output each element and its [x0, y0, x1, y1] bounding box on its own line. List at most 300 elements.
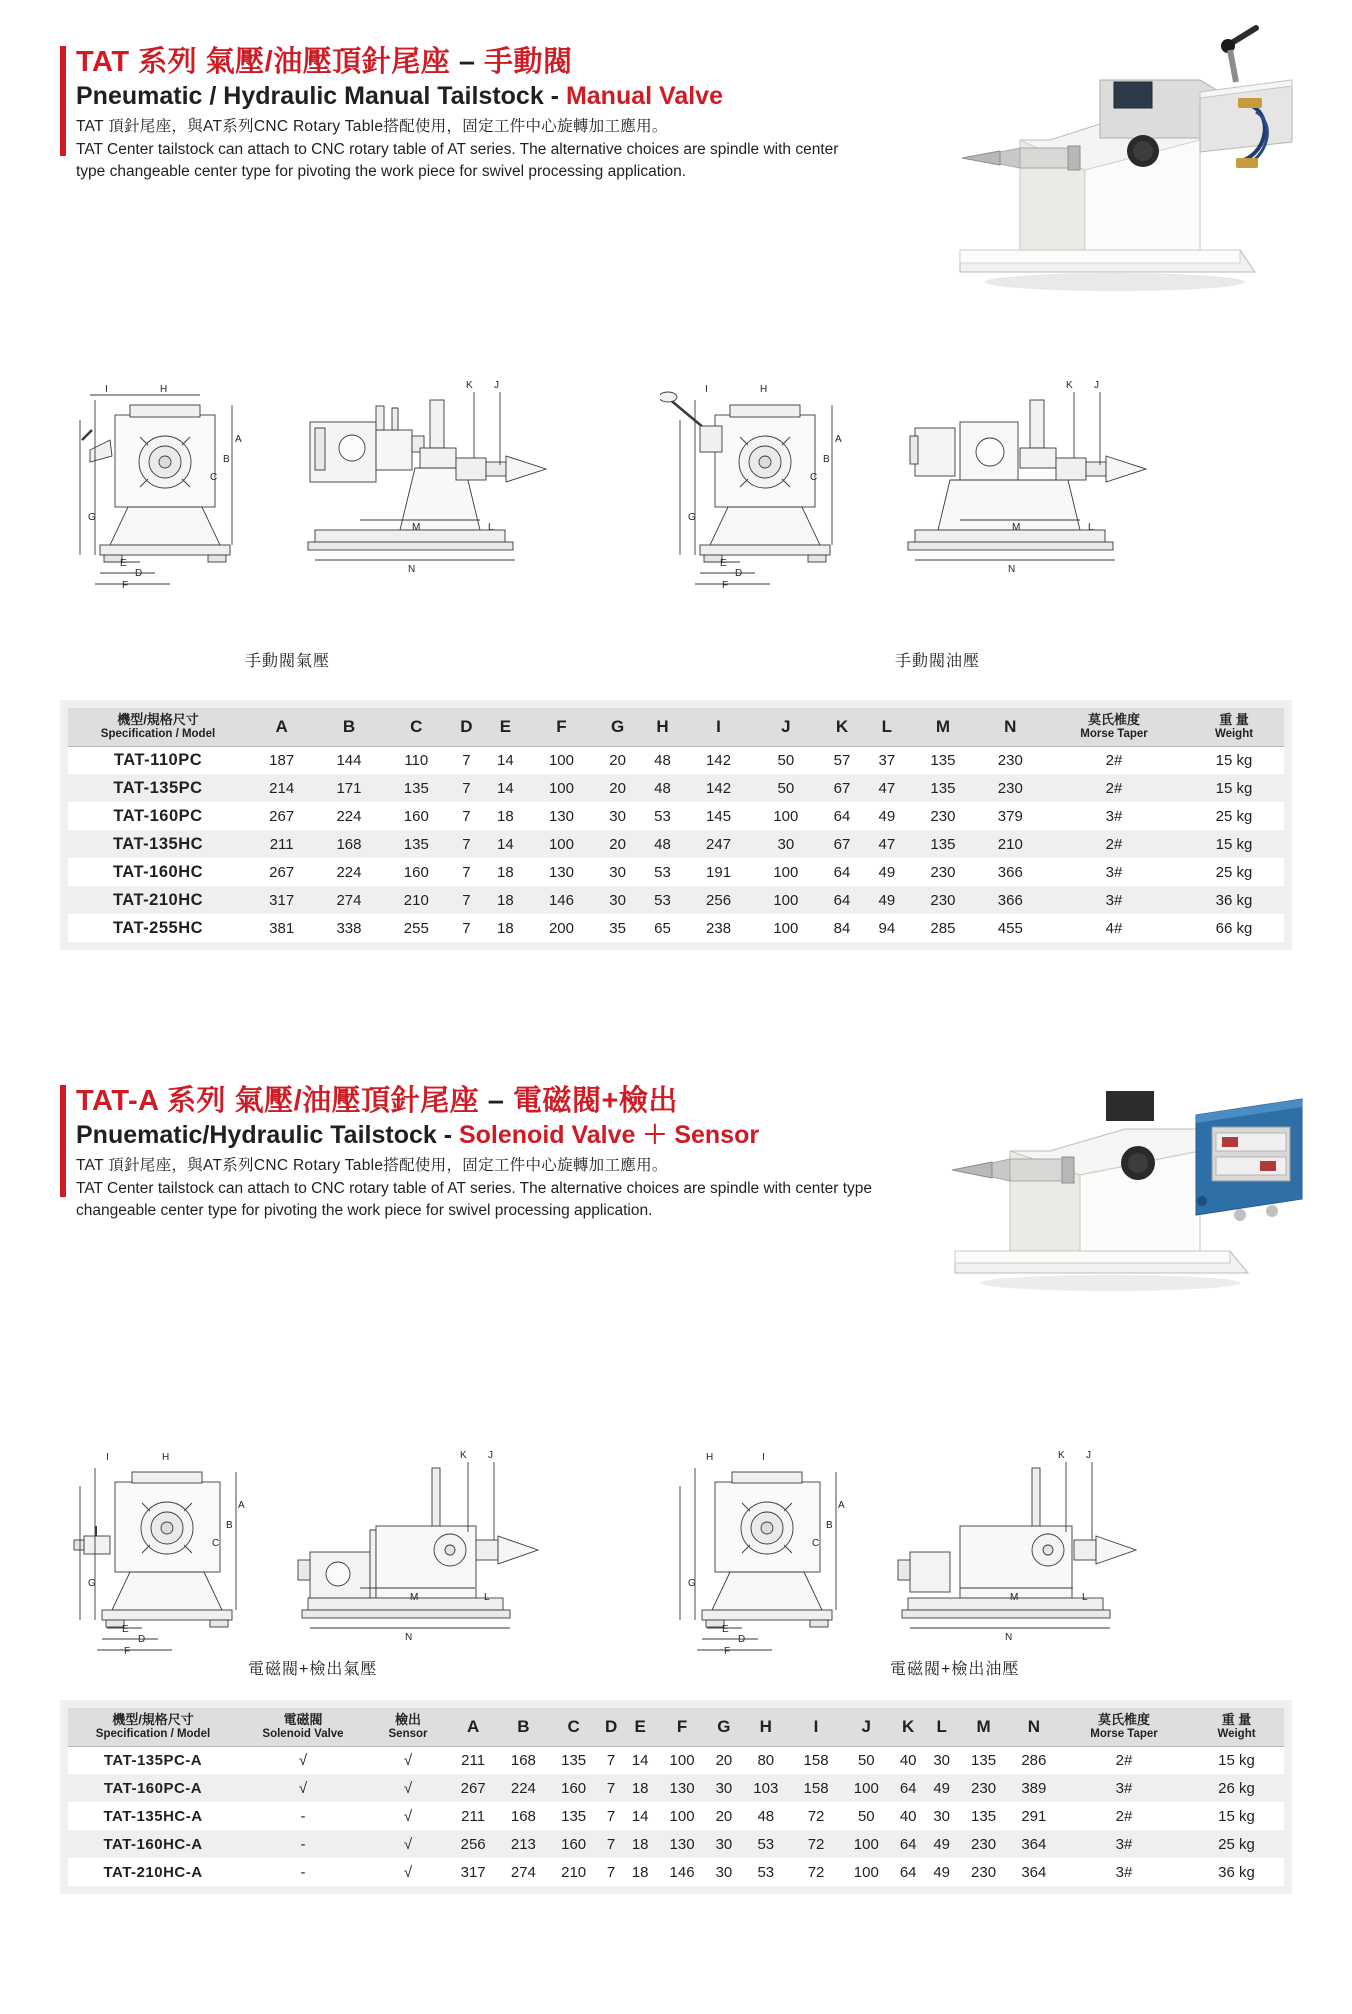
svg-text:G: G — [88, 1578, 96, 1589]
cell-b: 338 — [336, 919, 362, 937]
section1-title-cn-post: 手動閥 — [484, 46, 573, 78]
cell-k: 64 — [899, 1863, 917, 1881]
svg-text:D: D — [138, 1634, 146, 1645]
svg-text:C: C — [212, 1538, 220, 1549]
table-row — [68, 774, 1284, 802]
header-col-i: I — [685, 708, 752, 746]
cell-g: 30 — [715, 1779, 733, 1797]
cell-a: 381 — [269, 919, 295, 937]
cell-m: 135 — [930, 835, 956, 853]
cell-b: 224 — [510, 1779, 536, 1797]
table-row — [68, 1746, 1284, 1774]
cell-a: 317 — [269, 891, 295, 909]
cell-weight: 25 kg — [1215, 807, 1253, 825]
cell-b: 213 — [510, 1835, 536, 1853]
cell-h: 48 — [654, 835, 671, 853]
cell-j: 30 — [777, 835, 795, 853]
caption-manual-pneumatic: 手動閥氣壓 — [245, 653, 331, 670]
cell-f: 130 — [548, 863, 574, 881]
svg-text:H: H — [760, 384, 768, 395]
spec-table-1-head — [68, 708, 1284, 746]
cell-c: 110 — [404, 751, 429, 769]
cell-k: 67 — [833, 835, 851, 853]
cell-d: 7 — [462, 779, 471, 797]
svg-text:I: I — [762, 1452, 765, 1463]
cell-taper: 4# — [1105, 919, 1123, 937]
header-model-cn: 機型/規格尺寸 — [112, 1711, 194, 1727]
cell-f: 100 — [669, 1751, 695, 1769]
cell-g: 20 — [609, 751, 626, 769]
header-col-k: K — [891, 1708, 925, 1746]
svg-text:E: E — [722, 1624, 729, 1635]
header-col-b: B — [498, 1708, 548, 1746]
cell-m: 135 — [971, 1807, 997, 1825]
cell-solenoid: - — [300, 1835, 306, 1853]
cell-model: TAT-255HC — [112, 918, 204, 937]
cell-j: 100 — [773, 863, 799, 881]
header-col-n: N — [977, 708, 1044, 746]
svg-text:I: I — [105, 384, 108, 395]
cell-f: 130 — [669, 1835, 695, 1853]
cell-b: 144 — [336, 751, 362, 769]
cell-i: 158 — [803, 1751, 829, 1769]
header-col-h: H — [741, 1708, 791, 1746]
cell-sensor: √ — [403, 1835, 413, 1853]
svg-text:J: J — [1086, 1450, 1091, 1461]
cell-f: 100 — [548, 751, 574, 769]
section1-title-cn-pre: TAT 系列 氣壓/油壓頂針尾座 — [76, 46, 451, 78]
cell-weight: 15 kg — [1215, 835, 1253, 853]
header-col-m: M — [909, 708, 976, 746]
svg-text:K: K — [1066, 380, 1073, 391]
drawing-solenoid-pneumatic — [60, 1440, 660, 1660]
cell-n: 210 — [997, 835, 1023, 853]
cell-taper: 2# — [1105, 779, 1123, 797]
cell-l: 30 — [933, 1751, 950, 1769]
cell-k: 64 — [833, 807, 851, 825]
cell-c: 160 — [561, 1835, 587, 1853]
header-model-cn: 機型/規格尺寸 — [117, 711, 199, 727]
header-weight — [1184, 708, 1284, 746]
cell-l: 49 — [878, 891, 896, 909]
cell-n: 366 — [997, 891, 1023, 909]
cell-l: 47 — [878, 779, 896, 797]
cell-h: 48 — [654, 779, 671, 797]
cell-g: 20 — [609, 835, 626, 853]
cell-c: 135 — [403, 779, 429, 797]
svg-text:M: M — [410, 1592, 419, 1603]
cell-e: 18 — [497, 807, 514, 825]
svg-text:M: M — [412, 522, 421, 533]
cell-weight: 36 kg — [1218, 1863, 1255, 1881]
cell-model: TAT-160HC-A — [103, 1835, 203, 1853]
svg-text:B: B — [226, 1520, 233, 1531]
cell-taper: 2# — [1105, 835, 1123, 853]
cell-l: 49 — [878, 863, 896, 881]
caption-manual-hydraulic: 手動閥油壓 — [895, 653, 981, 670]
header-col-c: C — [383, 708, 450, 746]
cell-c: 255 — [403, 919, 429, 937]
cell-e: 18 — [631, 1835, 649, 1853]
header-col-k: K — [820, 708, 865, 746]
svg-text:E: E — [120, 558, 127, 569]
table-row — [68, 914, 1284, 942]
svg-text:K: K — [466, 380, 473, 391]
cell-m: 285 — [930, 919, 956, 937]
header-col-l: L — [864, 708, 909, 746]
svg-text:L: L — [1088, 522, 1094, 533]
cell-sensor: √ — [403, 1863, 413, 1881]
cell-k: 57 — [833, 751, 851, 769]
cell-b: 168 — [510, 1751, 536, 1769]
svg-text:E: E — [122, 1624, 129, 1635]
cell-d: 7 — [462, 863, 471, 881]
svg-text:I: I — [106, 1452, 109, 1463]
table-row — [68, 1858, 1284, 1886]
cell-sensor: √ — [403, 1807, 413, 1825]
caption-solenoid-hydraulic: 電磁閥+檢出油壓 — [890, 1661, 1020, 1678]
section2-title-cn — [76, 1085, 960, 1118]
cell-e: 14 — [497, 751, 514, 769]
svg-text:C: C — [812, 1538, 820, 1549]
cell-j: 100 — [853, 1835, 879, 1853]
svg-text:F: F — [722, 580, 729, 591]
svg-text:C: C — [810, 472, 818, 483]
table-row — [68, 1802, 1284, 1830]
caption-solenoid-pneumatic: 電磁閥+檢出氣壓 — [248, 1661, 378, 1678]
header-col-n: N — [1009, 1708, 1059, 1746]
header-col-g: G — [595, 708, 640, 746]
cell-a: 267 — [460, 1779, 486, 1797]
svg-text:G: G — [688, 1578, 696, 1589]
cell-j: 100 — [773, 919, 799, 937]
cell-model: TAT-160PC-A — [103, 1779, 203, 1797]
header-col-a: A — [248, 708, 315, 746]
cell-solenoid: - — [300, 1807, 306, 1825]
cell-g: 30 — [609, 891, 626, 909]
cell-a: 267 — [269, 807, 295, 825]
cell-d: 7 — [462, 919, 471, 937]
cell-model: TAT-110PC — [113, 750, 203, 769]
cell-a: 256 — [460, 1835, 486, 1853]
section2-title-cn-dash: – — [487, 1085, 505, 1117]
cell-d: 7 — [606, 1807, 616, 1825]
section2-title-cn-pre: TAT-A 系列 氣壓/油壓頂針尾座 — [76, 1085, 480, 1117]
cell-taper: 3# — [1115, 1779, 1133, 1797]
cell-n: 230 — [997, 751, 1023, 769]
svg-text:N: N — [1005, 1632, 1013, 1643]
cell-weight: 25 kg — [1215, 863, 1253, 881]
header-sensor-cn: 檢出 — [394, 1711, 421, 1727]
cell-weight: 15 kg — [1215, 779, 1253, 797]
header-weight-en: Weight — [1214, 727, 1254, 740]
cell-b: 274 — [336, 891, 362, 909]
header-col-e: E — [483, 708, 528, 746]
header-weight-cn: 重 量 — [1219, 711, 1249, 727]
cell-c: 135 — [561, 1751, 587, 1769]
cell-n: 455 — [997, 919, 1023, 937]
header-solenoid-cn: 電磁閥 — [283, 1711, 323, 1727]
cell-h: 53 — [654, 891, 671, 909]
svg-text:D: D — [738, 1634, 746, 1645]
cell-a: 214 — [269, 779, 295, 797]
cell-b: 168 — [336, 835, 362, 853]
header-col-h: H — [640, 708, 685, 746]
header-col-j: J — [752, 708, 819, 746]
cell-e: 18 — [497, 863, 514, 881]
header-model-en: Specification / Model — [95, 1727, 211, 1740]
cell-b: 224 — [336, 863, 362, 881]
svg-text:H: H — [706, 1452, 714, 1463]
svg-text:D: D — [135, 568, 143, 579]
header-solenoid-en: Solenoid Valve — [262, 1727, 344, 1740]
cell-l: 49 — [933, 1863, 950, 1881]
header-model-en: Specification / Model — [100, 727, 216, 740]
cell-model: TAT-135PC — [113, 778, 203, 797]
spec-table-1-container — [60, 700, 1292, 950]
cell-i: 72 — [807, 1835, 825, 1853]
spec-table-1-body — [68, 746, 1284, 942]
svg-text:D: D — [735, 568, 743, 579]
cell-l: 94 — [878, 919, 896, 937]
svg-text:B: B — [223, 454, 230, 465]
drawing-manual-hydraulic — [660, 370, 1260, 610]
header-taper-cn: 莫氏椎度 — [1087, 711, 1140, 727]
cell-e: 14 — [631, 1751, 649, 1769]
cell-b: 168 — [510, 1807, 536, 1825]
header-morse-taper — [1059, 1708, 1189, 1746]
cell-model: TAT-160HC — [112, 862, 204, 881]
header-weight — [1189, 1708, 1284, 1746]
cell-k: 84 — [833, 919, 851, 937]
cell-h: 53 — [757, 1863, 775, 1881]
cell-c: 160 — [561, 1779, 587, 1797]
svg-text:M: M — [1012, 522, 1021, 533]
cell-l: 47 — [878, 835, 896, 853]
svg-text:L: L — [488, 522, 494, 533]
cell-taper: 3# — [1115, 1835, 1133, 1853]
cell-g: 30 — [715, 1835, 733, 1853]
cell-model: TAT-160PC — [113, 806, 203, 825]
cell-g: 20 — [715, 1751, 733, 1769]
header-taper-cn: 莫氏椎度 — [1097, 1711, 1150, 1727]
svg-text:A: A — [835, 434, 842, 445]
cell-h: 48 — [757, 1807, 775, 1825]
cell-l: 49 — [933, 1779, 950, 1797]
cell-c: 160 — [403, 807, 429, 825]
cell-taper: 3# — [1105, 891, 1123, 909]
cell-m: 230 — [930, 891, 956, 909]
cell-e: 18 — [497, 919, 514, 937]
cell-k: 64 — [899, 1779, 917, 1797]
section2-description — [76, 1155, 916, 1222]
cell-d: 7 — [462, 807, 471, 825]
cell-g: 20 — [609, 779, 626, 797]
section1-desc-cn: TAT 頂針尾座，與AT系列CNC Rotary Table搭配使用，固定工件中心旋轉加工應用。 — [76, 118, 668, 136]
svg-text:H: H — [162, 1452, 170, 1463]
cell-g: 30 — [609, 863, 626, 881]
cell-solenoid: √ — [298, 1779, 308, 1797]
cell-solenoid: √ — [298, 1751, 308, 1769]
header-weight-en: Weight — [1217, 1727, 1256, 1740]
svg-text:L: L — [1082, 1592, 1088, 1603]
cell-a: 187 — [269, 751, 295, 769]
svg-text:K: K — [460, 1450, 467, 1461]
table-row — [68, 802, 1284, 830]
cell-taper: 2# — [1115, 1751, 1133, 1769]
spec-table-manual-valve — [68, 708, 1284, 942]
cell-weight: 15 kg — [1218, 1751, 1255, 1769]
cell-sensor: √ — [403, 1751, 413, 1769]
cell-taper: 3# — [1115, 1863, 1133, 1881]
header-col-j: J — [841, 1708, 891, 1746]
svg-text:K: K — [1058, 1450, 1065, 1461]
cell-e: 18 — [497, 891, 514, 909]
cell-i: 145 — [706, 807, 732, 825]
cell-f: 100 — [669, 1807, 695, 1825]
table-row — [68, 746, 1284, 774]
cell-j: 100 — [853, 1779, 879, 1797]
cell-d: 7 — [462, 751, 471, 769]
cell-model: TAT-210HC-A — [103, 1863, 203, 1881]
cell-d: 7 — [606, 1835, 616, 1853]
section2-title-en-pre: Pnuematic/Hydraulic Tailstock - — [76, 1121, 459, 1150]
cell-c: 135 — [561, 1807, 587, 1825]
header-col-c: C — [549, 1708, 599, 1746]
cell-m: 230 — [971, 1779, 997, 1797]
product-photo-solenoid-sensor — [900, 1075, 1320, 1310]
cell-m: 230 — [971, 1863, 997, 1881]
svg-text:C: C — [210, 472, 218, 483]
cell-k: 64 — [833, 891, 851, 909]
svg-text:F: F — [122, 580, 129, 591]
svg-text:A: A — [235, 434, 242, 445]
section-tat-manual-valve — [60, 46, 920, 266]
cell-j: 100 — [853, 1863, 879, 1881]
table-row — [68, 830, 1284, 858]
cell-h: 53 — [757, 1835, 775, 1853]
cell-g: 30 — [609, 807, 626, 825]
svg-text:I: I — [705, 384, 708, 395]
section-tat-a-solenoid-sensor — [60, 1085, 960, 1305]
cell-k: 40 — [899, 1751, 917, 1769]
cell-taper: 3# — [1105, 863, 1123, 881]
cell-b: 274 — [510, 1863, 536, 1881]
header-col-i: I — [791, 1708, 841, 1746]
cell-taper: 2# — [1115, 1807, 1133, 1825]
cell-solenoid: - — [300, 1863, 306, 1881]
svg-text:F: F — [724, 1646, 731, 1657]
svg-text:N: N — [405, 1632, 413, 1643]
spec-table-solenoid-sensor — [68, 1708, 1284, 1886]
cell-l: 49 — [933, 1835, 950, 1853]
cell-j: 100 — [773, 891, 799, 909]
drawing-solenoid-hydraulic — [660, 1440, 1260, 1660]
header-col-d: D — [450, 708, 483, 746]
cell-j: 50 — [777, 751, 795, 769]
cell-weight: 15 kg — [1215, 751, 1253, 769]
spec-table-2-container — [60, 1700, 1292, 1894]
header-col-f: F — [657, 1708, 707, 1746]
header-col-m: M — [958, 1708, 1008, 1746]
header-col-g: G — [707, 1708, 741, 1746]
cell-a: 317 — [460, 1863, 486, 1881]
cell-f: 130 — [548, 807, 574, 825]
cell-model: TAT-135HC-A — [103, 1807, 203, 1825]
cell-i: 238 — [706, 919, 732, 937]
cell-m: 230 — [930, 807, 956, 825]
svg-text:G: G — [88, 512, 96, 523]
cell-f: 130 — [669, 1779, 695, 1797]
svg-text:M: M — [1010, 1592, 1019, 1603]
cell-l: 49 — [878, 807, 896, 825]
cell-sensor: √ — [403, 1779, 413, 1797]
cell-f: 146 — [548, 891, 574, 909]
cell-f: 100 — [548, 779, 574, 797]
cell-weight: 36 kg — [1215, 891, 1253, 909]
cell-n: 366 — [997, 863, 1023, 881]
svg-text:J: J — [488, 1450, 493, 1461]
svg-text:A: A — [838, 1500, 845, 1511]
drawing-manual-pneumatic — [60, 370, 660, 610]
header-sensor — [368, 1708, 448, 1746]
cell-h: 53 — [654, 807, 671, 825]
cell-d: 7 — [606, 1751, 616, 1769]
section2-accent-bar — [60, 1085, 66, 1197]
svg-text:J: J — [494, 380, 499, 391]
cell-g: 20 — [715, 1807, 733, 1825]
header-weight-cn: 重 量 — [1221, 1711, 1252, 1727]
header-solenoid-valve — [238, 1708, 368, 1746]
svg-text:E: E — [720, 558, 727, 569]
cell-weight: 25 kg — [1218, 1835, 1255, 1853]
cell-c: 135 — [403, 835, 429, 853]
cell-h: 53 — [654, 863, 671, 881]
spec-table-2-head — [68, 1708, 1284, 1746]
cell-k: 67 — [833, 779, 851, 797]
header-col-f: F — [528, 708, 595, 746]
cell-l: 37 — [878, 751, 896, 769]
cell-j: 50 — [777, 779, 795, 797]
cell-m: 230 — [971, 1835, 997, 1853]
cell-f: 200 — [548, 919, 574, 937]
header-morse-taper — [1044, 708, 1184, 746]
cell-h: 65 — [654, 919, 671, 937]
svg-text:N: N — [1008, 564, 1016, 575]
cell-weight: 15 kg — [1218, 1807, 1255, 1825]
cell-j: 50 — [857, 1751, 875, 1769]
cell-i: 142 — [706, 779, 732, 797]
cell-e: 18 — [631, 1863, 649, 1881]
table-header-row — [68, 708, 1284, 746]
cell-h: 103 — [753, 1779, 779, 1797]
cell-taper: 3# — [1105, 807, 1123, 825]
cell-k: 64 — [833, 863, 851, 881]
cell-n: 364 — [1021, 1835, 1047, 1853]
section2-title-en-red: Solenoid Valve ＋ Sensor — [458, 1121, 760, 1150]
svg-text:J: J — [1094, 380, 1099, 391]
cell-model: TAT-135PC-A — [103, 1751, 203, 1769]
cell-m: 230 — [930, 863, 956, 881]
svg-text:L: L — [484, 1592, 490, 1603]
section1-title-en-red: Manual Valve — [565, 82, 723, 111]
svg-text:B: B — [823, 454, 830, 465]
table-header-row — [68, 1708, 1284, 1746]
header-col-d: D — [599, 1708, 624, 1746]
table-row — [68, 886, 1284, 914]
cell-d: 7 — [462, 835, 471, 853]
header-sensor-en: Sensor — [388, 1727, 428, 1740]
